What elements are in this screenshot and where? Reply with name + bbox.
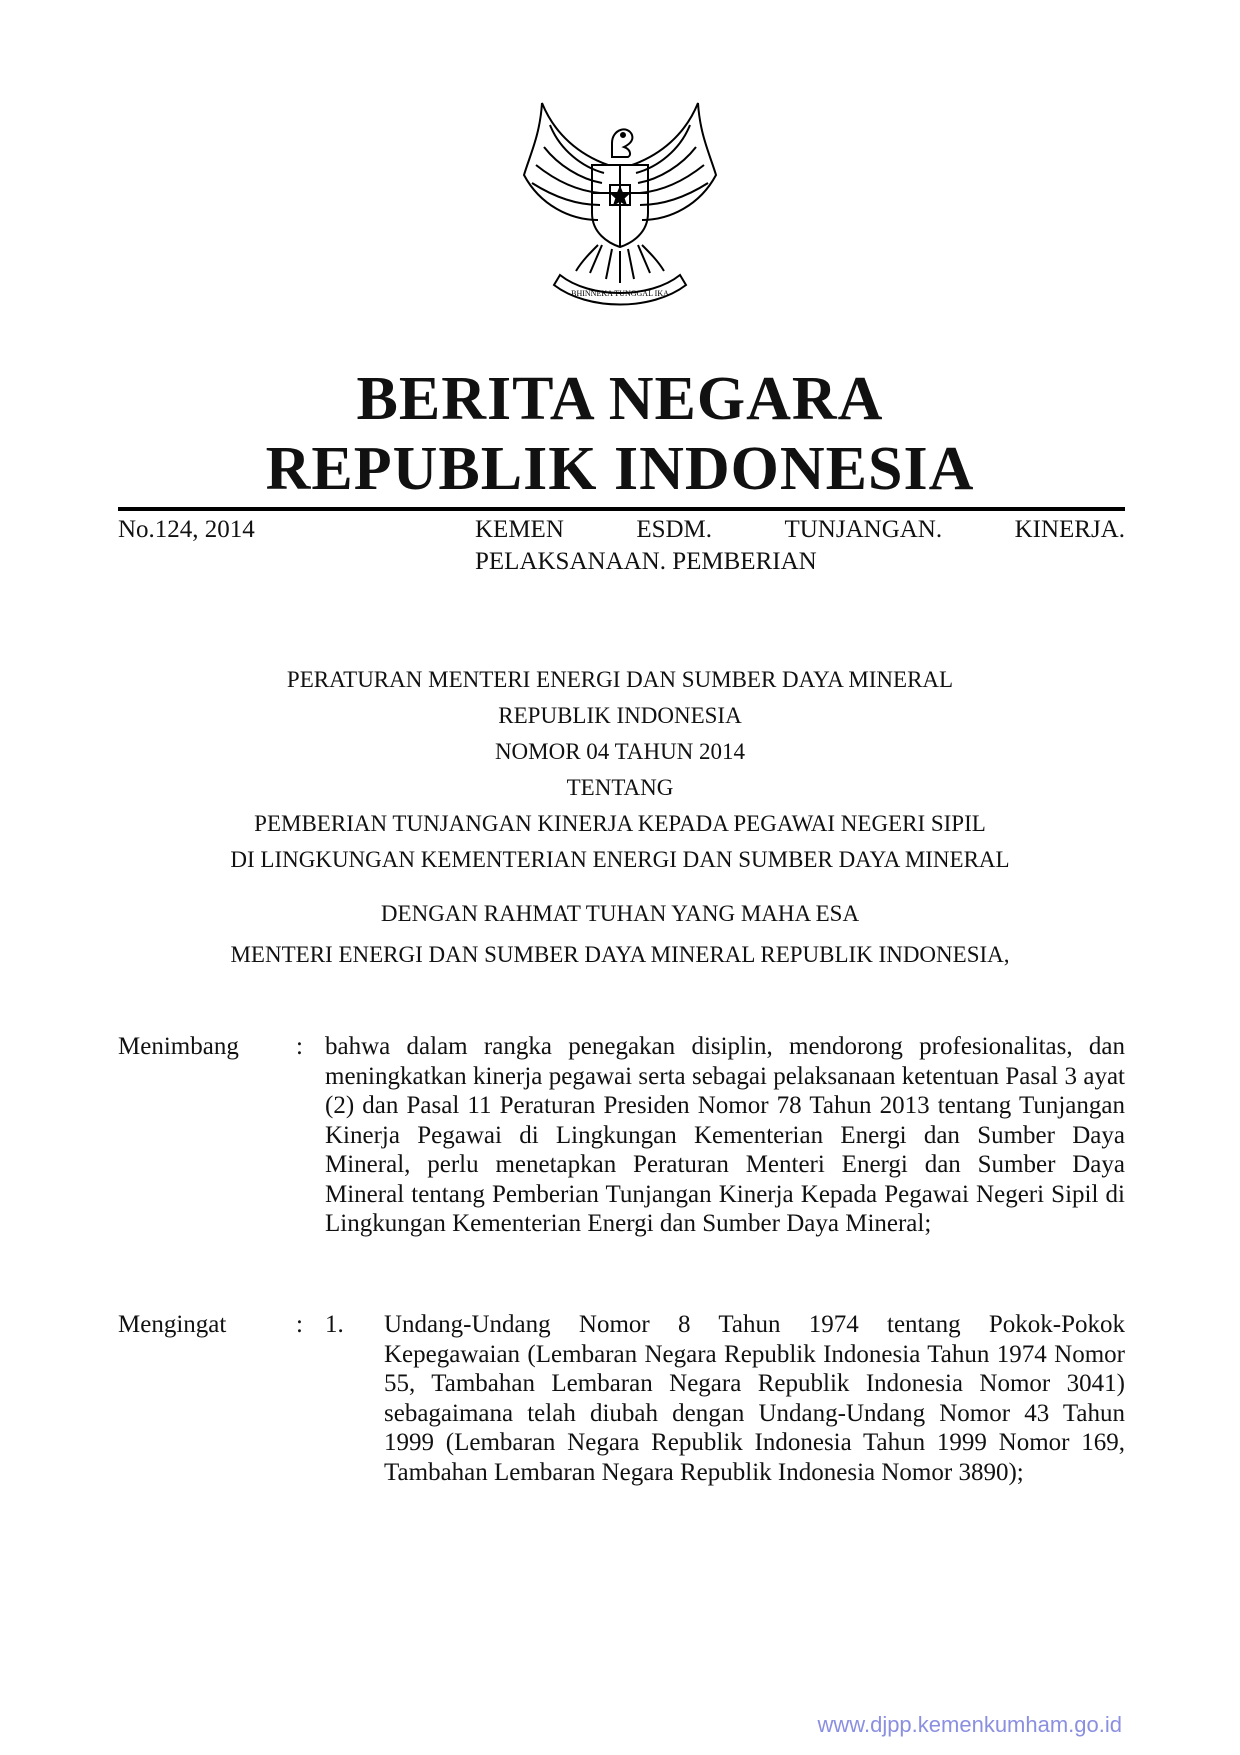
mengingat-item-number: 1. xyxy=(325,1311,344,1338)
gazette-number: No.124, 2014 xyxy=(118,516,255,543)
gazette-title: BERITA NEGARA xyxy=(356,365,884,433)
emblem-motto: BHINNEKA TUNGGAL IKA xyxy=(571,289,669,298)
menimbang-label: Menimbang xyxy=(118,1033,239,1060)
regulation-title-line: PERATURAN MENTERI ENERGI DAN SUMBER DAYA MINERAL xyxy=(286,667,954,692)
minister-heading: MENTERI ENERGI DAN SUMBER DAYA MINERAL REPUBLIK INDONESIA, xyxy=(230,942,1010,967)
regulation-tentang: TENTANG xyxy=(566,775,674,800)
gazette-subtitle: REPUBLIK INDONESIA xyxy=(265,435,975,503)
subject-word: TUNJANGAN. xyxy=(784,516,943,543)
subject-word: ESDM. xyxy=(636,516,713,543)
garuda-emblem xyxy=(520,95,720,310)
menimbang-colon: : xyxy=(296,1033,303,1060)
gazette-subject xyxy=(475,514,1125,578)
subject-line-2: PELAKSANAAN. PEMBERIAN xyxy=(475,548,817,575)
invocation: DENGAN RAHMAT TUHAN YANG MAHA ESA xyxy=(380,901,860,926)
mengingat-colon: : xyxy=(296,1311,303,1338)
subject-word: KINERJA. xyxy=(1014,516,1125,543)
subject-word: KEMEN xyxy=(475,516,564,543)
mengingat-label: Mengingat xyxy=(118,1311,227,1338)
menimbang-text: bahwa dalam rangka penegakan disiplin, mendorong profesionalitas, dan meningkatkan kinerja pegawai serta sebagai pelaksanaan ketentuan Pasal 3 ayat (2) dan Pasal 11 Peraturan Presiden Nomor 78 Tahun 2013 tentang Tunjangan Kinerja Pegawai di Lingkungan Kementerian Energi dan Sumber Daya Mineral, perlu menetapkan Peraturan Menteri Energi dan Sumber Daya Mineral tentang Pemberian Tunjangan Kinerja Kepada Pegawai Negeri Sipil di Lingkungan Kementerian Energi dan Sumber Daya Mineral; xyxy=(325,1033,1125,1237)
regulation-subject-line: PEMBERIAN TUNJANGAN KINERJA KEPADA PEGAWAI NEGERI SIPIL xyxy=(254,811,986,836)
regulation-title-line: REPUBLIK INDONESIA xyxy=(498,703,742,728)
regulation-subject-line: DI LINGKUNGAN KEMENTERIAN ENERGI DAN SUMBER DAYA MINERAL xyxy=(230,847,1010,872)
mengingat-item-text: Undang-Undang Nomor 8 Tahun 1974 tentang Pokok-Pokok Kepegawaian (Lembaran Negara Republik Indonesia Tahun 1974 Nomor 55, Tambahan Lembaran Negara Republik Indonesia Nomor 3041) sebagaimana telah diubah dengan Undang-Undang Nomor 43 Tahun 1999 (Lembaran Negara Republik Indonesia Tahun 1999 Nomor 169, Tambahan Lembaran Negara Republik Indonesia Nomor 3890); xyxy=(384,1311,1125,1486)
header-divider xyxy=(118,507,1125,511)
regulation-number: NOMOR 04 TAHUN 2014 xyxy=(494,739,746,764)
footer-url-link[interactable]: www.djpp.kemenkumham.go.id xyxy=(817,1712,1122,1737)
